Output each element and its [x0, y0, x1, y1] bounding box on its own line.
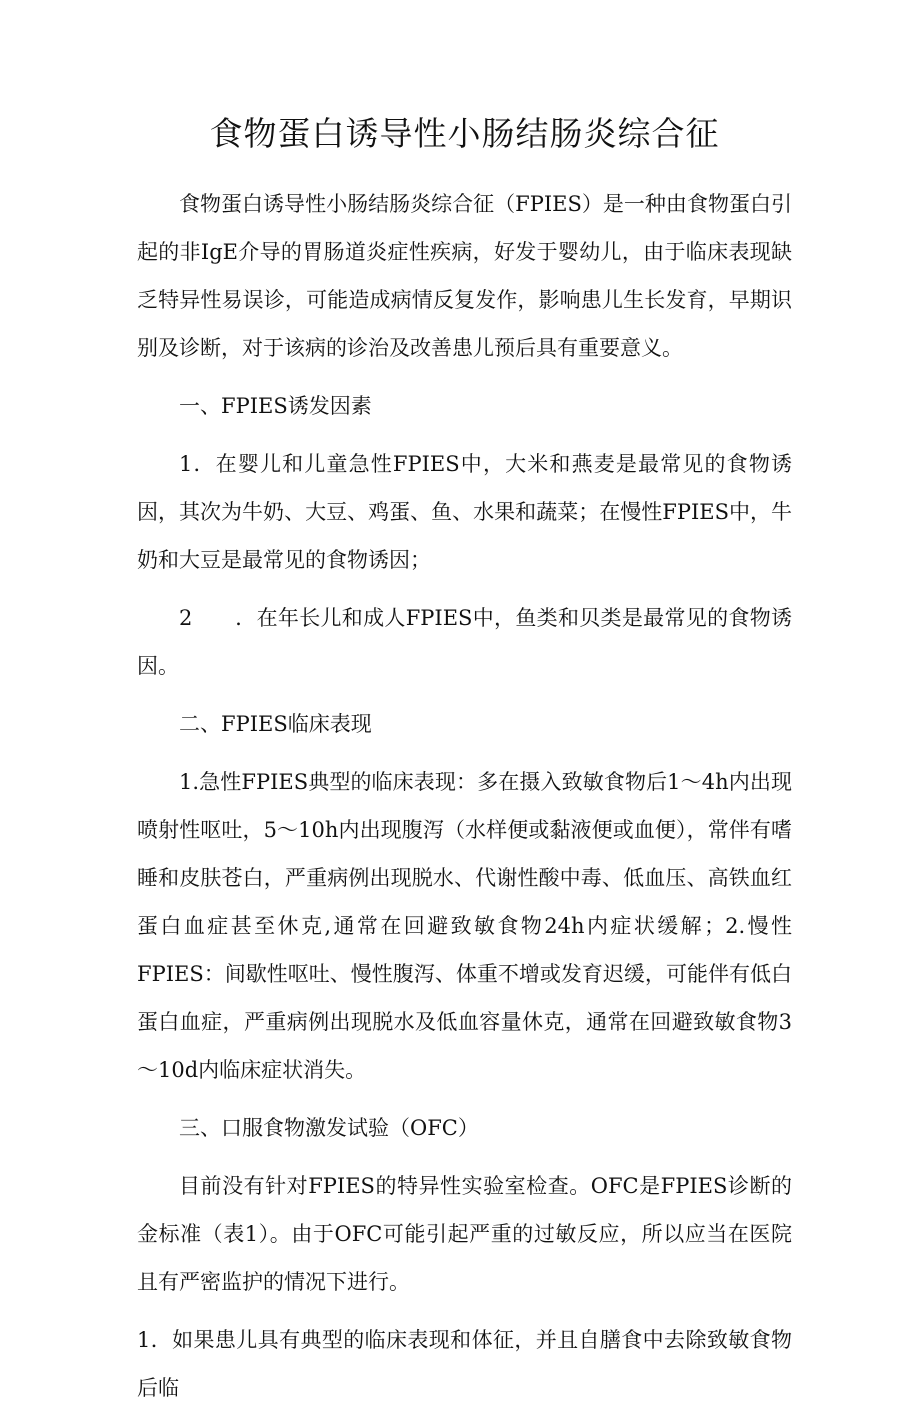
- spacer: [137, 748, 792, 758]
- document-page: [137, 108, 792, 1412]
- intro-paragraph: 食物蛋白诱导性小肠结肠炎综合征（FPIES）是一种由食物蛋白引起的非IgE介导的胃肠道炎症性疾病，好发于婴幼儿，由于临床表现缺乏特异性易误诊，可能造成病情反复发作，影响患儿生长发育，早期识别及诊断，对于该病的诊治及改善患儿预后具有重要意义。: [137, 192, 792, 360]
- spacer: [137, 430, 792, 440]
- section-2-heading: 二、FPIES临床表现: [179, 712, 372, 736]
- spacer: [137, 1094, 792, 1104]
- section-1-heading: 一、FPIES诱发因素: [179, 394, 372, 418]
- section-1-item-2: 2 ．在年长儿和成人FPIES中，鱼类和贝类是最常见的食物诱因。: [137, 606, 792, 678]
- spacer: [137, 690, 792, 700]
- spacer: [137, 372, 792, 382]
- spacer: [137, 1152, 792, 1162]
- section-3-heading: 三、口服食物激发试验（OFC）: [179, 1116, 479, 1140]
- section-1-item-1: 1．在婴儿和儿童急性FPIES中，大米和燕麦是最常见的食物诱因，其次为牛奶、大豆、鸡蛋、鱼、水果和蔬菜；在慢性FPIES中，牛奶和大豆是最常见的食物诱因；: [137, 452, 792, 572]
- spacer: [137, 1306, 792, 1316]
- section-2-body: 1.急性FPIES典型的临床表现：多在摄入致敏食物后1～4h内出现喷射性呕吐，5～10h内出现腹泻（水样便或黏液便或血便），常伴有嗜睡和皮肤苍白，严重病例出现脱水、代谢性酸中毒、低血压、高铁血红蛋白血症甚至休克,通常在回避致敏食物24h内症状缓解；2.慢性FPIES：间歇性呕吐、慢性腹泻、体重不增或发育迟缓，可能伴有低白蛋白血症，严重病例出现脱水及低血容量休克，通常在回避致敏食物3～10d内临床症状消失。: [137, 770, 792, 1082]
- section-3-item-1: 1．如果患儿具有典型的临床表现和体征，并且自膳食中去除致敏食物后临: [137, 1328, 792, 1400]
- spacer: [137, 584, 792, 594]
- section-3-body: 目前没有针对FPIES的特异性实验室检查。OFC是FPIES诊断的金标准（表1）。由于OFC可能引起严重的过敏反应，所以应当在医院且有严密监护的情况下进行。: [137, 1174, 792, 1294]
- document-title: 食物蛋白诱导性小肠结肠炎综合征: [209, 114, 720, 153]
